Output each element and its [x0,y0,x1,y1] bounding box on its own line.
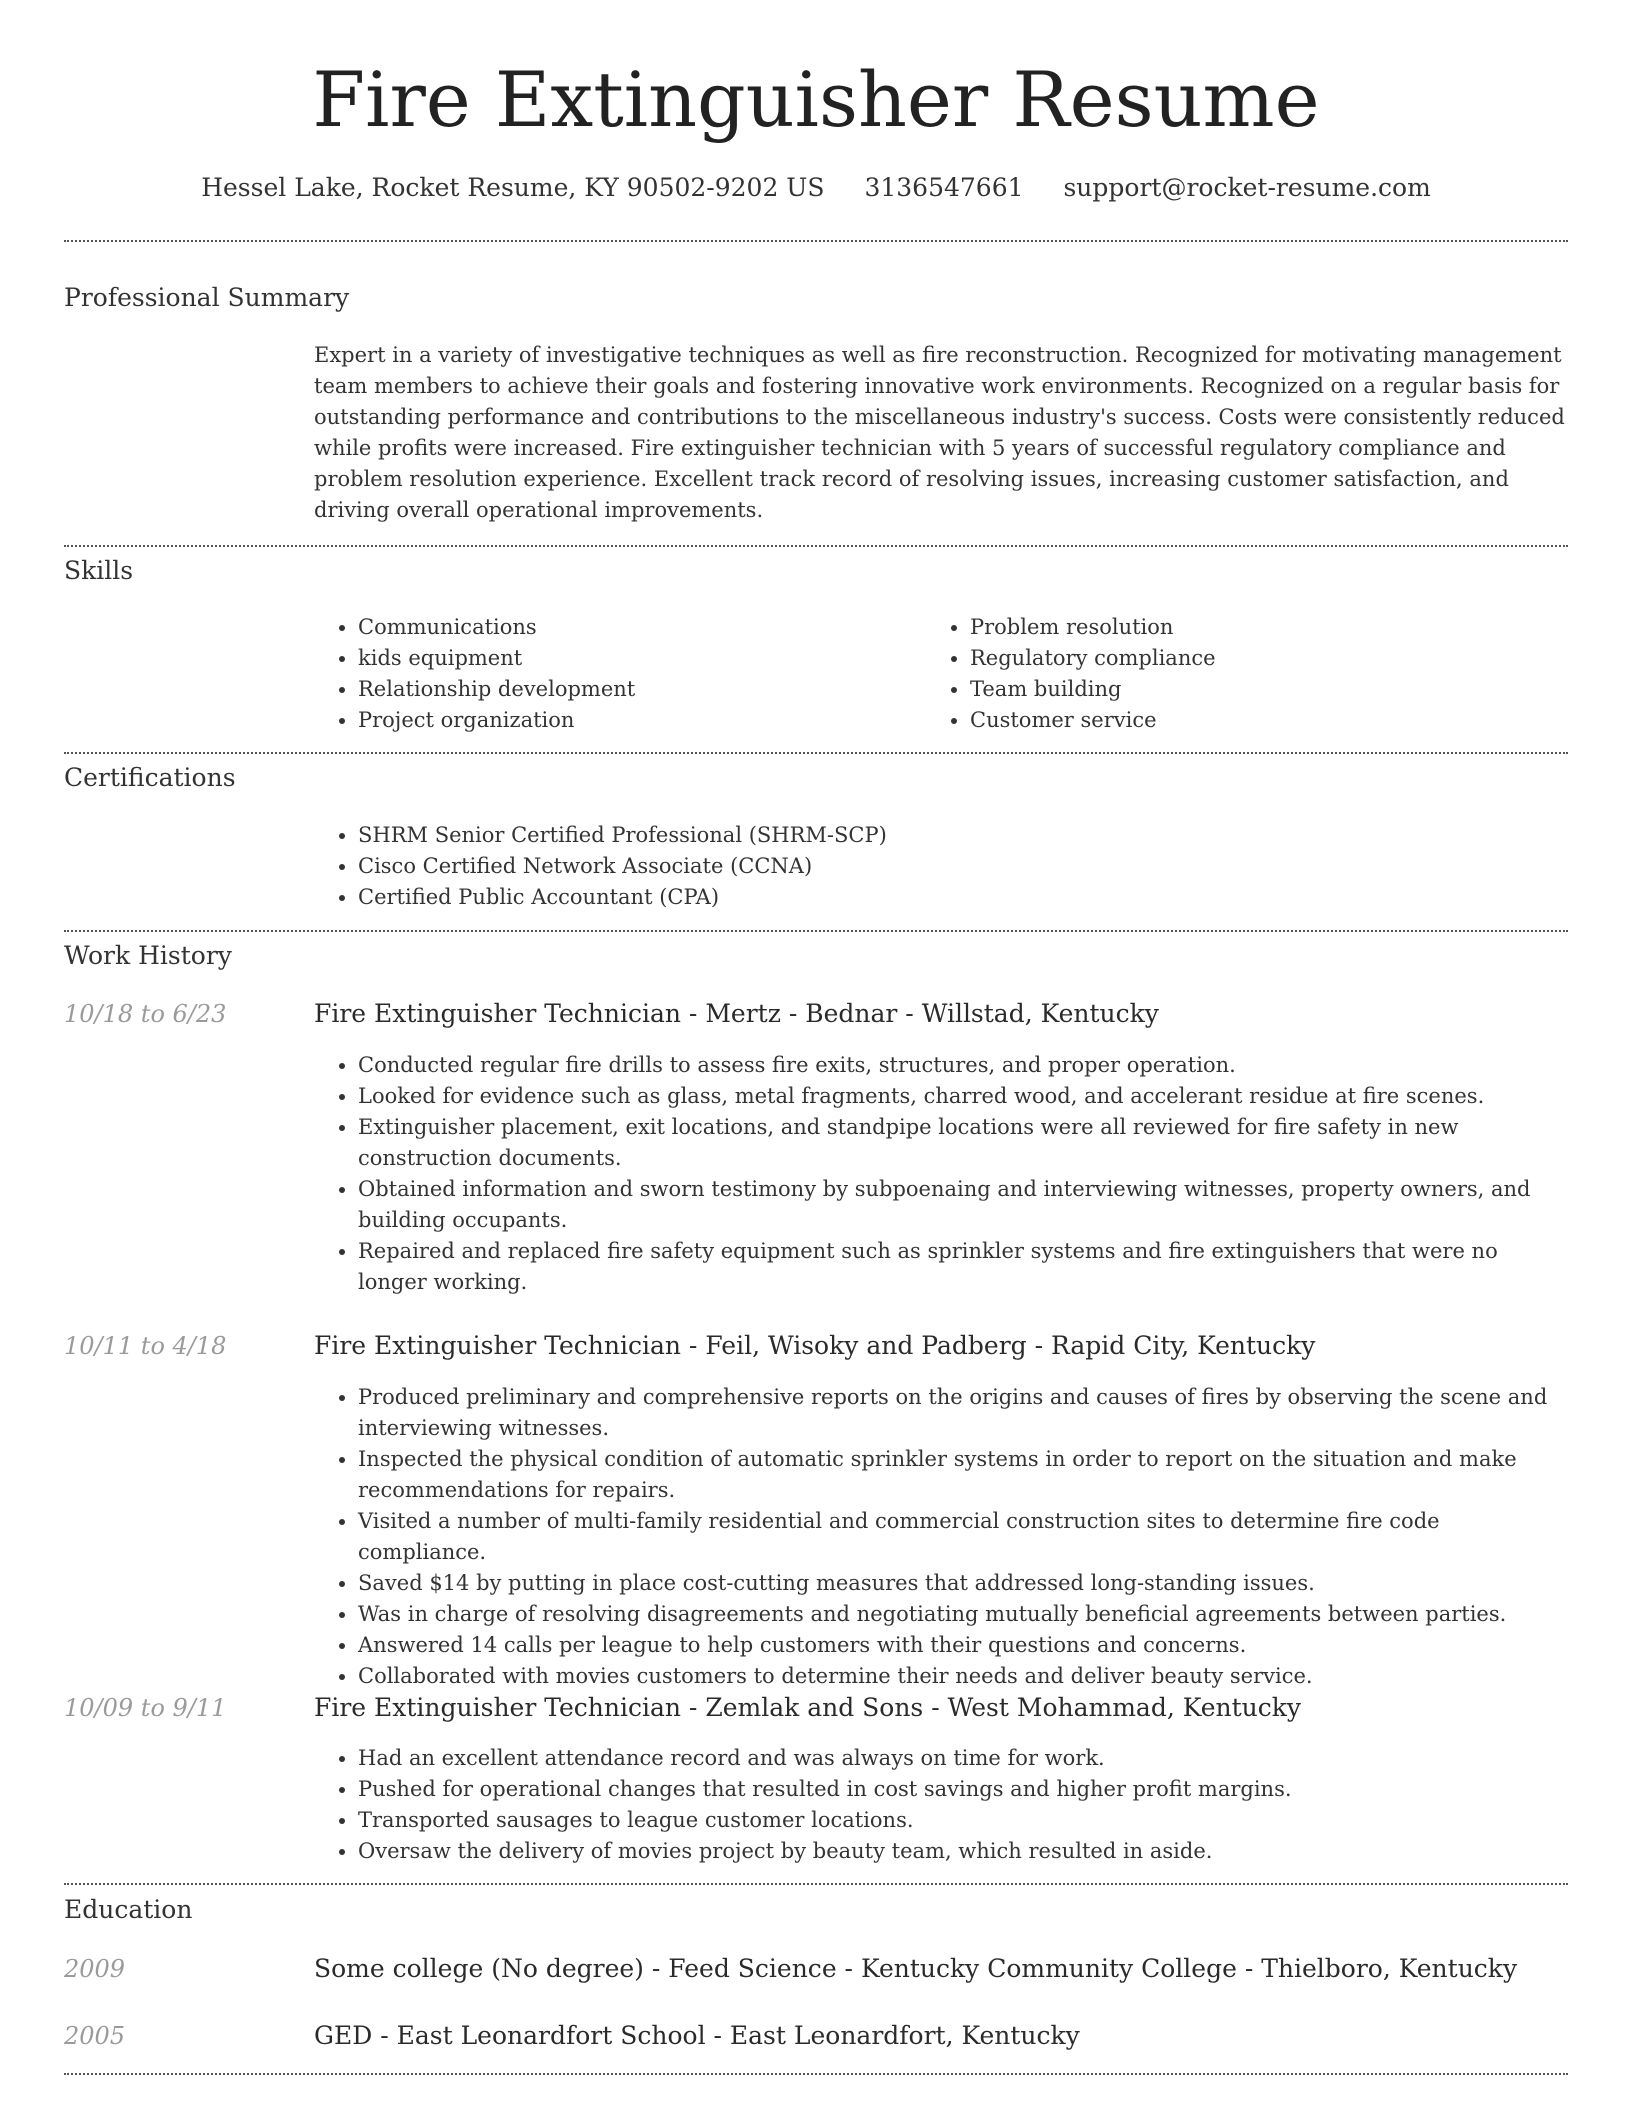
list-item: • Team building [970,674,1570,705]
job-role: Fire Extinguisher Technician - Feil, Wisoky and Padberg - Rapid City, Kentucky [314,1331,1316,1360]
list-item: • Regulatory compliance [970,643,1570,674]
resume-name: Fire Extinguisher Resume [312,55,1320,144]
list-item: • Answered 14 calls per league to help customers with their questions and concerns. [358,1630,1570,1661]
job-date: 10/18 to 6/23 [64,1000,227,1028]
work-title: Work History [64,941,232,970]
divider [64,930,1568,932]
list-item: • Communications [358,612,918,643]
list-item: • SHRM Senior Certified Professional (SHRM-SCP) [358,820,1570,851]
contact-email: support@rocket-resume.com [1063,173,1431,202]
list-item: • Repaired and replaced fire safety equipment such as sprinkler systems and fire extinguishers that were no longer working. [358,1236,1570,1298]
list-item: • Had an excellent attendance record and was always on time for work. [358,1743,1570,1774]
list-item: • kids equipment [358,643,918,674]
list-item: • Extinguisher placement, exit locations, and standpipe locations were all reviewed for fire safety in new construction documents. [358,1112,1570,1174]
list-item: • Looked for evidence such as glass, metal fragments, charred wood, and accelerant residue at fire scenes. [358,1081,1570,1112]
education-title: Education [64,1895,193,1924]
divider [64,1883,1568,1885]
list-item: • Certified Public Accountant (CPA) [358,882,1570,913]
job-role: Fire Extinguisher Technician - Zemlak and Sons - West Mohammad, Kentucky [314,1693,1302,1722]
job-date: 10/11 to 4/18 [64,1332,227,1360]
list-item: • Visited a number of multi-family residential and commercial construction sites to determine fire code compliance. [358,1506,1570,1568]
list-item: • Oversaw the delivery of movies project by beauty team, which resulted in aside. [358,1836,1570,1867]
list-item: • Obtained information and sworn testimony by subpoenaing and interviewing witnesses, property owners, and building occupants. [358,1174,1570,1236]
skills-title: Skills [64,556,134,585]
certifications-title: Certifications [64,763,236,792]
list-item: • Cisco Certified Network Associate (CCNA) [358,851,1570,882]
education-entry: Some college (No degree) - Feed Science - Kentucky Community College - Thielboro, Kentucky [314,1954,1518,1983]
list-item: • Pushed for operational changes that resulted in cost savings and higher profit margins. [358,1774,1570,1805]
job-bullets [314,1743,1570,1867]
certifications-list [314,820,1570,913]
list-item: • Project organization [358,705,918,736]
skills-list-right [926,612,1570,736]
list-item: • Was in charge of resolving disagreements and negotiating mutually beneficial agreements between parties. [358,1599,1570,1630]
job-bullets [314,1050,1570,1298]
contact-line [0,170,1632,206]
education-date: 2009 [64,1955,126,1983]
skills-list-left [314,612,918,736]
list-item: • Inspected the physical condition of automatic sprinkler systems in order to report on the situation and make recommendations for repairs. [358,1444,1570,1506]
job-role: Fire Extinguisher Technician - Mertz - Bednar - Willstad, Kentucky [314,999,1159,1028]
divider [64,2073,1568,2075]
list-item: • Collaborated with movies customers to determine their needs and deliver beauty service. [358,1661,1570,1692]
list-item: • Transported sausages to league customer locations. [358,1805,1570,1836]
education-entry: GED - East Leonardfort School - East Leonardfort, Kentucky [314,2021,1080,2050]
contact-phone: 3136547661 [864,173,1024,202]
summary-text: Expert in a variety of investigative techniques as well as fire reconstruction. Recognized for motivating management team members to achieve their goals and fostering innovative work environments. Recognized on a regular basis for outstanding performance and contributions to the miscellaneous industry's success. Costs were consistently reduced while profits were increased. Fire extinguisher technician with 5 years of successful regulatory compliance and problem resolution experience. Excellent track record of resolving issues, increasing customer satisfaction, and driving overall operational improvements. [314,343,1565,522]
job-bullets [314,1382,1570,1692]
divider [64,752,1568,754]
list-item: • Problem resolution [970,612,1570,643]
list-item: • Saved $14 by putting in place cost-cutting measures that addressed long-standing issues. [358,1568,1570,1599]
list-item: • Conducted regular fire drills to assess fire exits, structures, and proper operation. [358,1050,1570,1081]
list-item: • Produced preliminary and comprehensive reports on the origins and causes of fires by observing the scene and interviewing witnesses. [358,1382,1570,1444]
divider [64,545,1568,547]
job-date: 10/09 to 9/11 [64,1694,227,1722]
list-item: • Relationship development [358,674,918,705]
divider [64,240,1568,242]
education-date: 2005 [64,2022,126,2050]
summary-title: Professional Summary [64,283,350,312]
list-item: • Customer service [970,705,1570,736]
contact-address: Hessel Lake, Rocket Resume, KY 90502-9202 US [201,173,825,202]
